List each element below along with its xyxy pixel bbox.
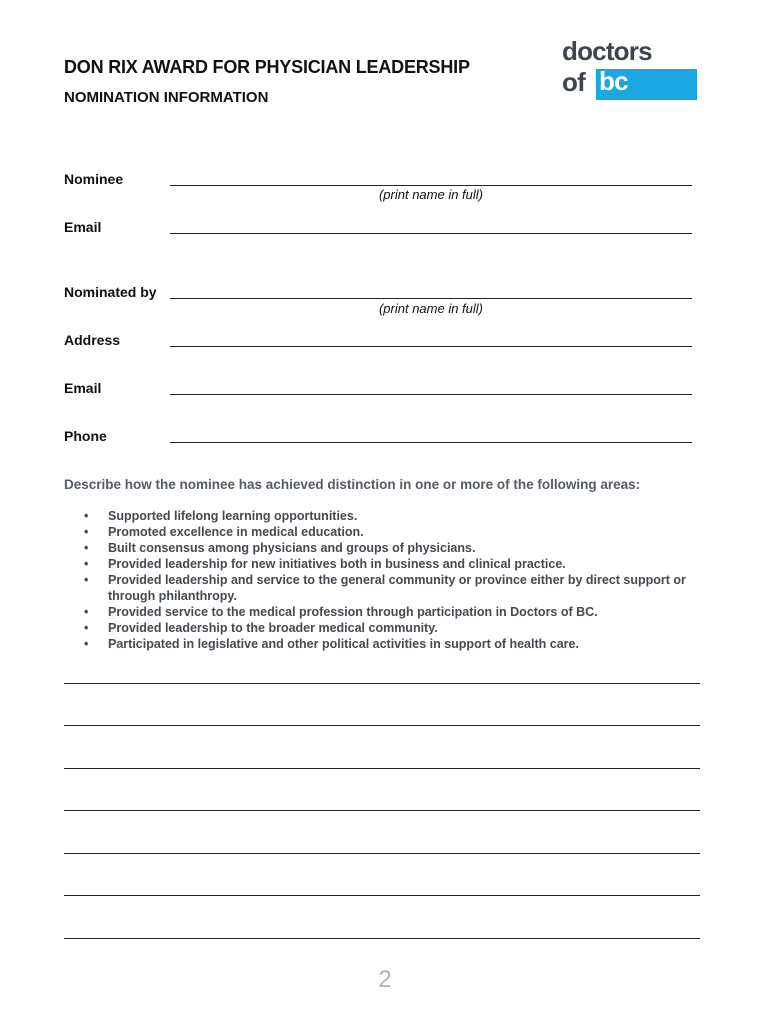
list-item bbox=[84, 508, 714, 524]
nominee-label: Nominee bbox=[64, 171, 124, 187]
describe-prompt: Describe how the nominee has achieved distinction in one or more of the following areas: bbox=[64, 477, 641, 492]
answer-line[interactable] bbox=[64, 938, 700, 939]
bullet-icon: • bbox=[84, 621, 89, 635]
nominee-email-field[interactable] bbox=[170, 233, 692, 234]
logo-highlight-box bbox=[596, 66, 697, 100]
answer-line[interactable] bbox=[64, 683, 700, 684]
page-number: 2 bbox=[378, 966, 392, 993]
criteria-text: Built consensus among physicians and groups of physicians. bbox=[108, 541, 476, 555]
bullet-icon: • bbox=[84, 573, 89, 587]
nominator-email-label: Email bbox=[64, 380, 102, 396]
answer-line[interactable] bbox=[64, 768, 700, 769]
answer-line[interactable] bbox=[64, 810, 700, 811]
bullet-icon: • bbox=[84, 525, 89, 539]
list-item bbox=[84, 540, 714, 556]
address-label: Address bbox=[64, 332, 121, 348]
criteria-list bbox=[84, 508, 714, 652]
page-title: DON RIX AWARD FOR PHYSICIAN LEADERSHIP bbox=[64, 57, 470, 77]
answer-line[interactable] bbox=[64, 853, 700, 854]
nominee-hint: (print name in full) bbox=[378, 187, 484, 202]
criteria-text: Provided leadership for new initiatives both in business and clinical practice. bbox=[108, 557, 566, 571]
nominee-email-label: Email bbox=[64, 219, 102, 235]
criteria-text: Provided leadership to the broader medical community. bbox=[108, 621, 438, 635]
list-item bbox=[84, 604, 714, 620]
nominee-field[interactable] bbox=[170, 185, 692, 186]
phone-field[interactable] bbox=[170, 442, 692, 443]
logo-line2-highlight: bc bbox=[599, 66, 628, 96]
doctors-of-bc-logo bbox=[562, 36, 698, 102]
list-item bbox=[84, 572, 714, 604]
bullet-icon: • bbox=[84, 541, 89, 555]
bullet-icon: • bbox=[84, 509, 89, 523]
phone-label: Phone bbox=[64, 428, 107, 444]
list-item bbox=[84, 620, 714, 636]
criteria-text: Provided leadership and service to the general community or province either by direct support or through philanthropy. bbox=[108, 573, 686, 603]
nominated-by-hint: (print name in full) bbox=[378, 301, 484, 316]
criteria-text: Promoted excellence in medical education. bbox=[108, 525, 364, 539]
bullet-icon: • bbox=[84, 605, 89, 619]
nominator-email-field[interactable] bbox=[170, 394, 692, 395]
answer-line[interactable] bbox=[64, 895, 700, 896]
logo-line1: doctors bbox=[562, 36, 652, 66]
list-item bbox=[84, 556, 714, 572]
criteria-text: Provided service to the medical profession through participation in Doctors of BC. bbox=[108, 605, 598, 619]
list-item bbox=[84, 636, 714, 652]
criteria-text: Supported lifelong learning opportunities. bbox=[108, 509, 358, 523]
page-subtitle: NOMINATION INFORMATION bbox=[64, 89, 269, 106]
criteria-text: Participated in legislative and other political activities in support of health care. bbox=[108, 637, 579, 651]
bullet-icon: • bbox=[84, 637, 89, 651]
list-item bbox=[84, 524, 714, 540]
logo-line2-prefix: of bbox=[562, 67, 585, 97]
nominated-by-field[interactable] bbox=[170, 298, 692, 299]
bullet-icon: • bbox=[84, 557, 89, 571]
answer-line[interactable] bbox=[64, 725, 700, 726]
address-field[interactable] bbox=[170, 346, 692, 347]
nominated-by-label: Nominated by bbox=[64, 284, 157, 300]
